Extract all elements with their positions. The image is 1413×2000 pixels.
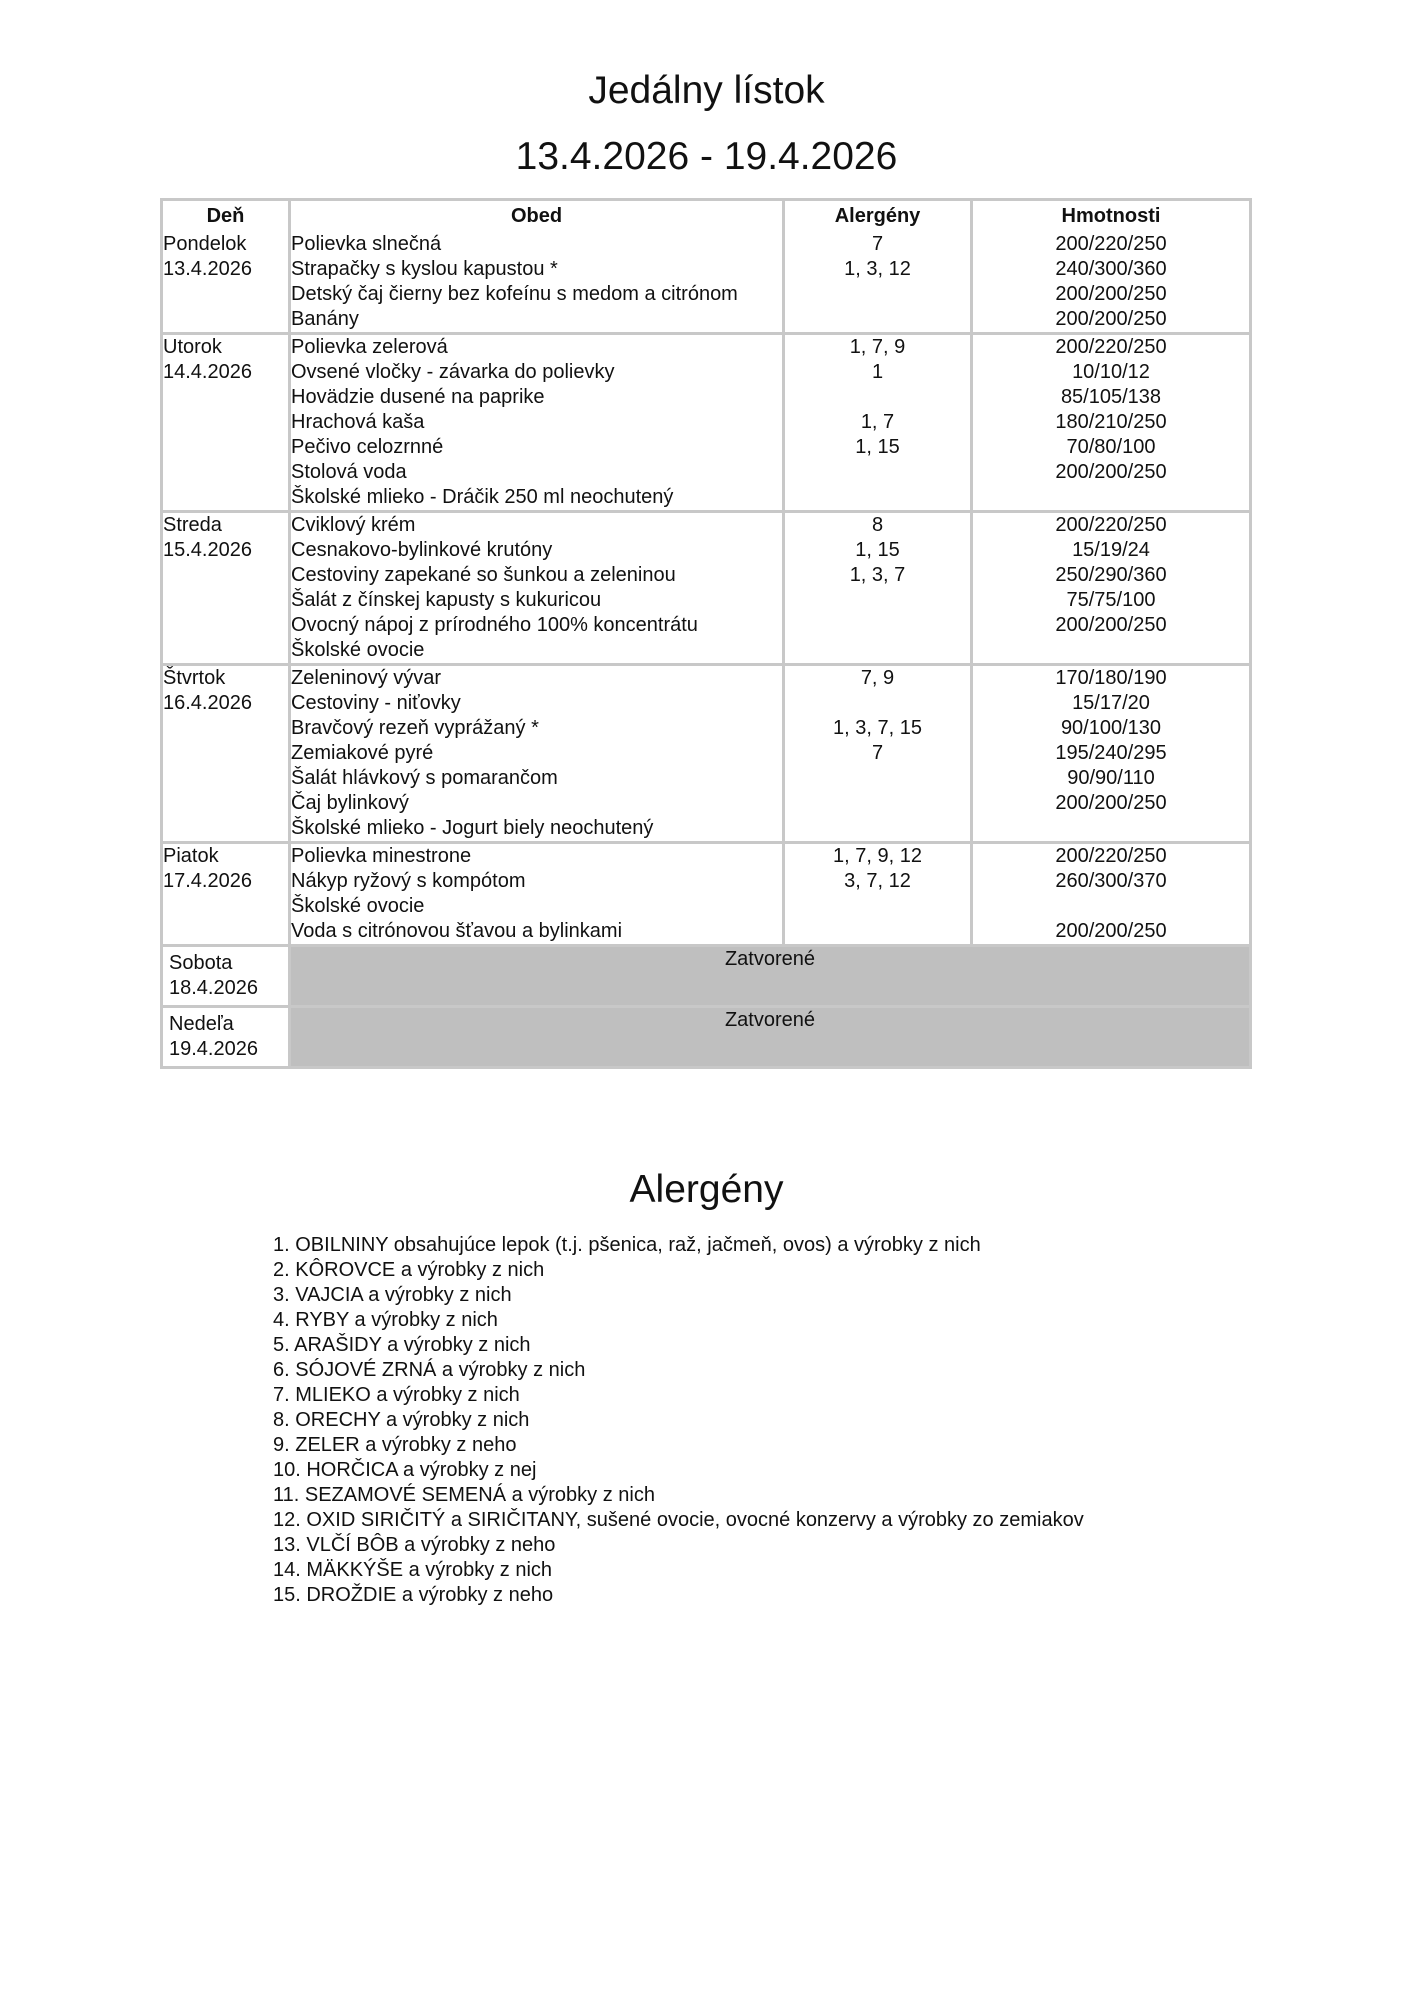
closed-status: Zatvorené — [291, 947, 1249, 1008]
meal-item: Školské ovocie — [291, 639, 425, 661]
meal-item: Školské mlieko - Dráčik 250 ml neochutený — [291, 486, 674, 508]
meal-item: Čaj bylinkový — [291, 792, 409, 814]
allergens-cell — [785, 335, 973, 513]
meal-allergens — [785, 791, 970, 816]
meal-weight: 200/200/250 — [1055, 308, 1167, 330]
meal-item: Šalát hlávkový s pomarančom — [291, 767, 558, 789]
day-name: Sobota — [169, 952, 233, 974]
day-date: 15.4.2026 — [163, 539, 252, 561]
meal-weight — [973, 894, 1249, 919]
allergen-item: 9. ZELER a výrobky z neho — [273, 1434, 517, 1456]
meal-weight: 200/200/250 — [1055, 920, 1167, 942]
meal-item: Stolová voda — [291, 461, 407, 483]
meal-weight: 200/220/250 — [1055, 514, 1167, 536]
meal-cell — [291, 335, 785, 513]
weights-cell — [973, 666, 1249, 844]
meal-item: Školské mlieko - Jogurt biely neochutený — [291, 817, 654, 839]
day-name: Piatok — [163, 845, 219, 867]
meal-cell — [291, 232, 785, 335]
day-date: 17.4.2026 — [163, 870, 252, 892]
meal-weight: 200/200/250 — [1055, 614, 1167, 636]
meal-item: Banány — [291, 308, 359, 330]
allergens-title: Alergény — [629, 1168, 784, 1211]
meal-weight: 70/80/100 — [1066, 436, 1156, 458]
allergens-cell — [785, 844, 973, 947]
meal-allergens: 3, 7, 12 — [844, 870, 911, 892]
allergen-item: 15. DROŽDIE a výrobky z neho — [273, 1584, 554, 1606]
allergen-item: 2. KÔROVCE a výrobky z nich — [273, 1259, 545, 1281]
day-cell — [163, 844, 291, 947]
page-title: Jedálny lístok — [588, 69, 825, 112]
meal-item: Cviklový krém — [291, 514, 416, 536]
allergen-item: 12. OXID SIRIČITÝ a SIRIČITANY, sušené ovocie, ovocné konzervy a výrobky zo zemiakov — [273, 1509, 1084, 1531]
allergen-item: 11. SEZAMOVÉ SEMENÁ a výrobky z nich — [273, 1484, 655, 1506]
meal-weight: 240/300/360 — [1055, 258, 1167, 280]
weights-cell — [973, 844, 1249, 947]
meal-allergens — [785, 613, 970, 638]
allergen-item: 13. VLČÍ BÔB a výrobky z neho — [273, 1534, 556, 1556]
meal-item: Polievka slnečná — [291, 233, 442, 255]
meal-item: Cestoviny - niťovky — [291, 692, 461, 714]
meal-weight: 170/180/190 — [1055, 667, 1167, 689]
day-cell — [163, 335, 291, 513]
menu-table — [160, 198, 1252, 1069]
meal-allergens: 7 — [871, 742, 884, 764]
day-name: Streda — [163, 514, 222, 536]
meal-weight: 15/17/20 — [1072, 692, 1150, 714]
meal-item: Voda s citrónovou šťavou a bylinkami — [291, 920, 623, 942]
meal-item: Šalát z čínskej kapusty s kukuricou — [291, 589, 602, 611]
meal-weight: 200/220/250 — [1055, 845, 1167, 867]
allergen-item: 3. VAJCIA a výrobky z nich — [273, 1284, 512, 1306]
meal-cell — [291, 513, 785, 666]
meal-allergens — [785, 588, 970, 613]
meal-allergens — [785, 307, 970, 332]
meal-weight: 200/220/250 — [1055, 233, 1167, 255]
meal-weight: 200/220/250 — [1055, 336, 1167, 358]
meal-allergens — [785, 282, 970, 307]
meal-cell — [291, 666, 785, 844]
day-cell — [163, 947, 291, 1008]
meal-weight: 180/210/250 — [1055, 411, 1167, 433]
meal-allergens: 1, 3, 7, 15 — [833, 717, 922, 739]
meal-item: Hovädzie dusené na paprike — [291, 386, 545, 408]
meal-allergens: 1, 3, 7 — [849, 564, 906, 586]
allergen-item: 4. RYBY a výrobky z nich — [273, 1309, 498, 1331]
meal-item: Ovsené vločky - závarka do polievky — [291, 361, 615, 383]
day-name: Štvrtok — [163, 667, 226, 689]
column-header-meal: Obed — [291, 201, 785, 232]
meal-allergens — [785, 460, 970, 485]
day-cell — [163, 666, 291, 844]
meal-weight: 195/240/295 — [1055, 742, 1167, 764]
meal-allergens — [785, 766, 970, 791]
meal-weight: 250/290/360 — [1055, 564, 1167, 586]
table-row-weekend — [163, 1008, 1249, 1066]
meal-weight: 75/75/100 — [1066, 589, 1156, 611]
allergens-cell — [785, 513, 973, 666]
meal-item: Detský čaj čierny bez kofeínu s medom a citrónom — [291, 283, 738, 305]
meal-allergens — [785, 894, 970, 919]
day-name: Nedeľa — [169, 1013, 234, 1035]
weights-cell — [973, 335, 1249, 513]
meal-weight: 90/90/110 — [1067, 767, 1155, 789]
meal-weight: 200/200/250 — [1055, 461, 1167, 483]
table-row — [163, 666, 1249, 844]
meal-item: Školské ovocie — [291, 895, 425, 917]
meal-item: Ovocný nápoj z prírodného 100% koncentrátu — [291, 614, 698, 636]
day-cell — [163, 513, 291, 666]
table-row — [163, 232, 1249, 335]
day-name: Utorok — [163, 336, 222, 358]
meal-weight — [973, 816, 1249, 841]
day-name: Pondelok — [163, 233, 247, 255]
meal-item: Bravčový rezeň vyprážaný * — [291, 717, 539, 739]
meal-allergens: 8 — [871, 514, 884, 536]
column-header-day: Deň — [163, 201, 291, 232]
meal-allergens: 7 — [871, 233, 884, 255]
meal-item: Strapačky s kyslou kapustou * — [291, 258, 558, 280]
date-range: 13.4.2026 - 19.4.2026 — [515, 135, 898, 178]
day-date: 18.4.2026 — [169, 977, 258, 999]
meal-item: Pečivo celozrnné — [291, 436, 444, 458]
closed-status: Zatvorené — [291, 1008, 1249, 1066]
allergen-item: 1. OBILNINY obsahujúce lepok (t.j. pšenica, raž, jačmeň, ovos) a výrobky z nich — [273, 1234, 981, 1256]
allergen-item: 10. HORČICA a výrobky z nej — [273, 1459, 537, 1481]
meal-allergens: 1, 15 — [855, 539, 900, 561]
table-row — [163, 335, 1249, 513]
allergens-cell — [785, 232, 973, 335]
meal-allergens — [785, 485, 970, 510]
meal-allergens: 1, 15 — [855, 436, 900, 458]
allergen-item: 8. ORECHY a výrobky z nich — [273, 1409, 530, 1431]
weights-cell — [973, 513, 1249, 666]
meal-allergens: 1, 3, 12 — [844, 258, 911, 280]
allergens-cell — [785, 666, 973, 844]
meal-allergens — [785, 919, 970, 944]
meal-allergens: 7, 9 — [860, 667, 895, 689]
day-date: 16.4.2026 — [163, 692, 252, 714]
table-header-row — [163, 201, 1249, 232]
allergen-item: 14. MÄKKÝŠE a výrobky z nich — [273, 1559, 553, 1581]
meal-item: Cestoviny zapekané so šunkou a zeleninou — [291, 564, 676, 586]
meal-allergens: 1, 7 — [860, 411, 895, 433]
day-cell — [163, 1008, 291, 1066]
column-header-weights: Hmotnosti — [1061, 205, 1161, 227]
meal-allergens — [785, 385, 970, 410]
meal-item: Cesnakovo-bylinkové krutóny — [291, 539, 553, 561]
meal-weight: 200/200/250 — [1055, 283, 1167, 305]
meal-item: Zemiakové pyré — [291, 742, 434, 764]
meal-cell — [291, 844, 785, 947]
meal-weight — [973, 638, 1249, 663]
meal-item: Zeleninový vývar — [291, 667, 442, 689]
meal-allergens: 1 — [871, 361, 884, 383]
allergen-item: 5. ARAŠIDY a výrobky z nich — [273, 1334, 531, 1356]
day-date: 14.4.2026 — [163, 361, 252, 383]
table-row — [163, 844, 1249, 947]
meal-allergens — [785, 816, 970, 841]
meal-weight: 10/10/12 — [1072, 361, 1150, 383]
meal-item: Nákyp ryžový s kompótom — [291, 870, 526, 892]
table-row — [163, 513, 1249, 666]
meal-allergens: 1, 7, 9 — [849, 336, 906, 358]
meal-item: Polievka zelerová — [291, 336, 448, 358]
meal-allergens: 1, 7, 9, 12 — [833, 845, 922, 867]
day-date: 13.4.2026 — [163, 258, 252, 280]
allergen-item: 7. MLIEKO a výrobky z nich — [273, 1384, 520, 1406]
allergen-list — [273, 1233, 1084, 1608]
meal-weight: 260/300/370 — [1055, 870, 1167, 892]
allergen-item: 6. SÓJOVÉ ZRNÁ a výrobky z nich — [273, 1359, 586, 1381]
table-row-weekend — [163, 947, 1249, 1008]
meal-weight: 200/200/250 — [1055, 792, 1167, 814]
meal-weight: 90/100/130 — [1060, 717, 1162, 739]
meal-allergens — [785, 691, 970, 716]
meal-weight: 15/19/24 — [1072, 539, 1150, 561]
column-header-allergens: Alergény — [785, 201, 973, 232]
meal-weight — [973, 485, 1249, 510]
meal-item: Hrachová kaša — [291, 411, 425, 433]
day-cell — [163, 232, 291, 335]
day-date: 19.4.2026 — [169, 1038, 258, 1060]
meal-weight: 85/105/138 — [1060, 386, 1162, 408]
meal-allergens — [785, 638, 970, 663]
weights-cell — [973, 232, 1249, 335]
meal-item: Polievka minestrone — [291, 845, 472, 867]
